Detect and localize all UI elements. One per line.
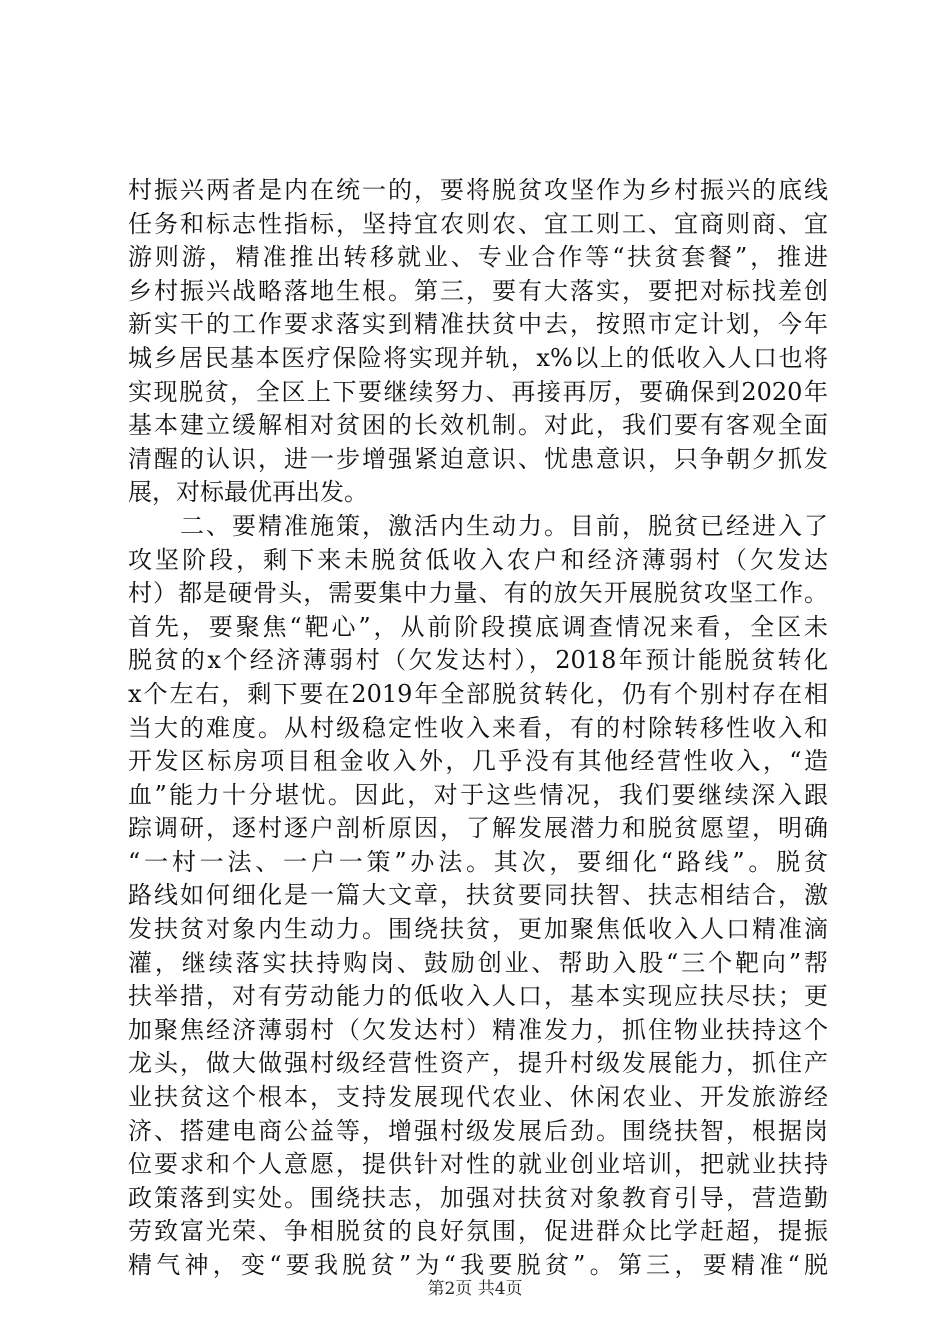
text-line: 乡村振兴战略落地生根。第三，要有大落实，要把对标找差创 [128,276,828,305]
text-line: 政策落到实处。围绕扶志，加强对扶贫对象教育引导，营造勤 [128,1183,828,1212]
text-line: 游则游，精准推出转移就业、专业合作等“扶贫套餐”，推进 [128,243,828,272]
text-line: 村振兴两者是内在统一的，要将脱贫攻坚作为乡村振兴的底线 [128,176,828,204]
text-line: 加聚焦经济薄弱村（欠发达村）精准发力，抓住物业扶持这个 [128,1015,828,1044]
text-line: 脱贫的x个经济薄弱村（欠发达村），2018年预计能脱贫转化 [128,646,828,675]
text-line: 路线如何细化是一篇大文章，扶贫要同扶智、扶志相结合，激 [128,881,828,910]
text-line: 二、要精准施策，激活内生动力。目前，脱贫已经进入了 [128,511,828,540]
text-line: 新实干的工作要求落实到精准扶贫中去，按照市定计划，今年 [128,310,828,339]
document-body [128,174,828,1283]
text-line: 展，对标最优再出发。 [128,478,368,507]
text-line: 城乡居民基本医疗保险将实现并轨，x%以上的低收入人口也将 [128,343,828,372]
text-line: 首先，要聚焦“靶心”，从前阶段摸底调查情况来看，全区未 [128,612,828,641]
text-line: 济、搭建电商公益等，增强村级发展后劲。围绕扶智，根据岗 [128,1116,828,1145]
text-line: 基本建立缓解相对贫困的长效机制。对此，我们要有客观全面 [128,411,828,440]
text-line: 扶举措，对有劳动能力的低收入人口，基本实现应扶尽扶；更 [128,982,828,1011]
text-line: 任务和标志性指标，坚持宜农则农、宜工则工、宜商则商、宜 [128,209,828,238]
text-line: 发扶贫对象内生动力。围绕扶贫，更加聚焦低收入人口精准滴 [128,915,828,944]
text-line: 开发区标房项目租金收入外，几乎没有其他经营性收入，“造 [128,747,828,776]
text-line: 精气神，变“要我脱贫”为“我要脱贫”。第三，要精准“脱 [128,1251,828,1279]
text-line: 血”能力十分堪忧。因此，对于这些情况，我们要继续深入跟 [128,780,828,809]
text-line: 村）都是硬骨头，需要集中力量、有的放矢开展脱贫攻坚工作。 [128,579,828,608]
text-line: 清醒的认识，进一步增强紧迫意识、忧患意识，只争朝夕抓发 [128,444,828,473]
text-line: 当大的难度。从村级稳定性收入来看，有的村除转移性收入和 [128,713,828,742]
text-line: 踪调研，逐村逐户剖析原因，了解发展潜力和脱贫愿望，明确 [128,814,828,843]
text-line: 灌，继续落实扶持购岗、鼓励创业、帮助入股“三个靶向”帮 [128,948,828,977]
text-line: “一村一法、一户一策”办法。其次，要细化“路线”。脱贫 [128,847,828,876]
text-line: 攻坚阶段，剩下来未脱贫低收入农户和经济薄弱村（欠发达 [128,545,828,574]
text-line: 龙头，做大做强村级经营性资产，提升村级发展能力，抓住产 [128,1049,828,1078]
text-line: 业扶贫这个根本，支持发展现代农业、休闲农业、开发旅游经 [128,1083,828,1112]
text-line: 位要求和个人意愿，提供针对性的就业创业培训，把就业扶持 [128,1150,828,1179]
text-line: x个左右，剩下要在2019年全部脱贫转化，仍有个别村存在相 [128,679,828,708]
page-number-footer: 第2页 共4页 [427,1279,523,1299]
text-line: 劳致富光荣、争相脱贫的良好氛围，促进群众比学赶超，提振 [128,1217,828,1246]
text-line: 实现脱贫，全区上下要继续努力、再接再厉，要确保到2020年 [128,377,828,406]
